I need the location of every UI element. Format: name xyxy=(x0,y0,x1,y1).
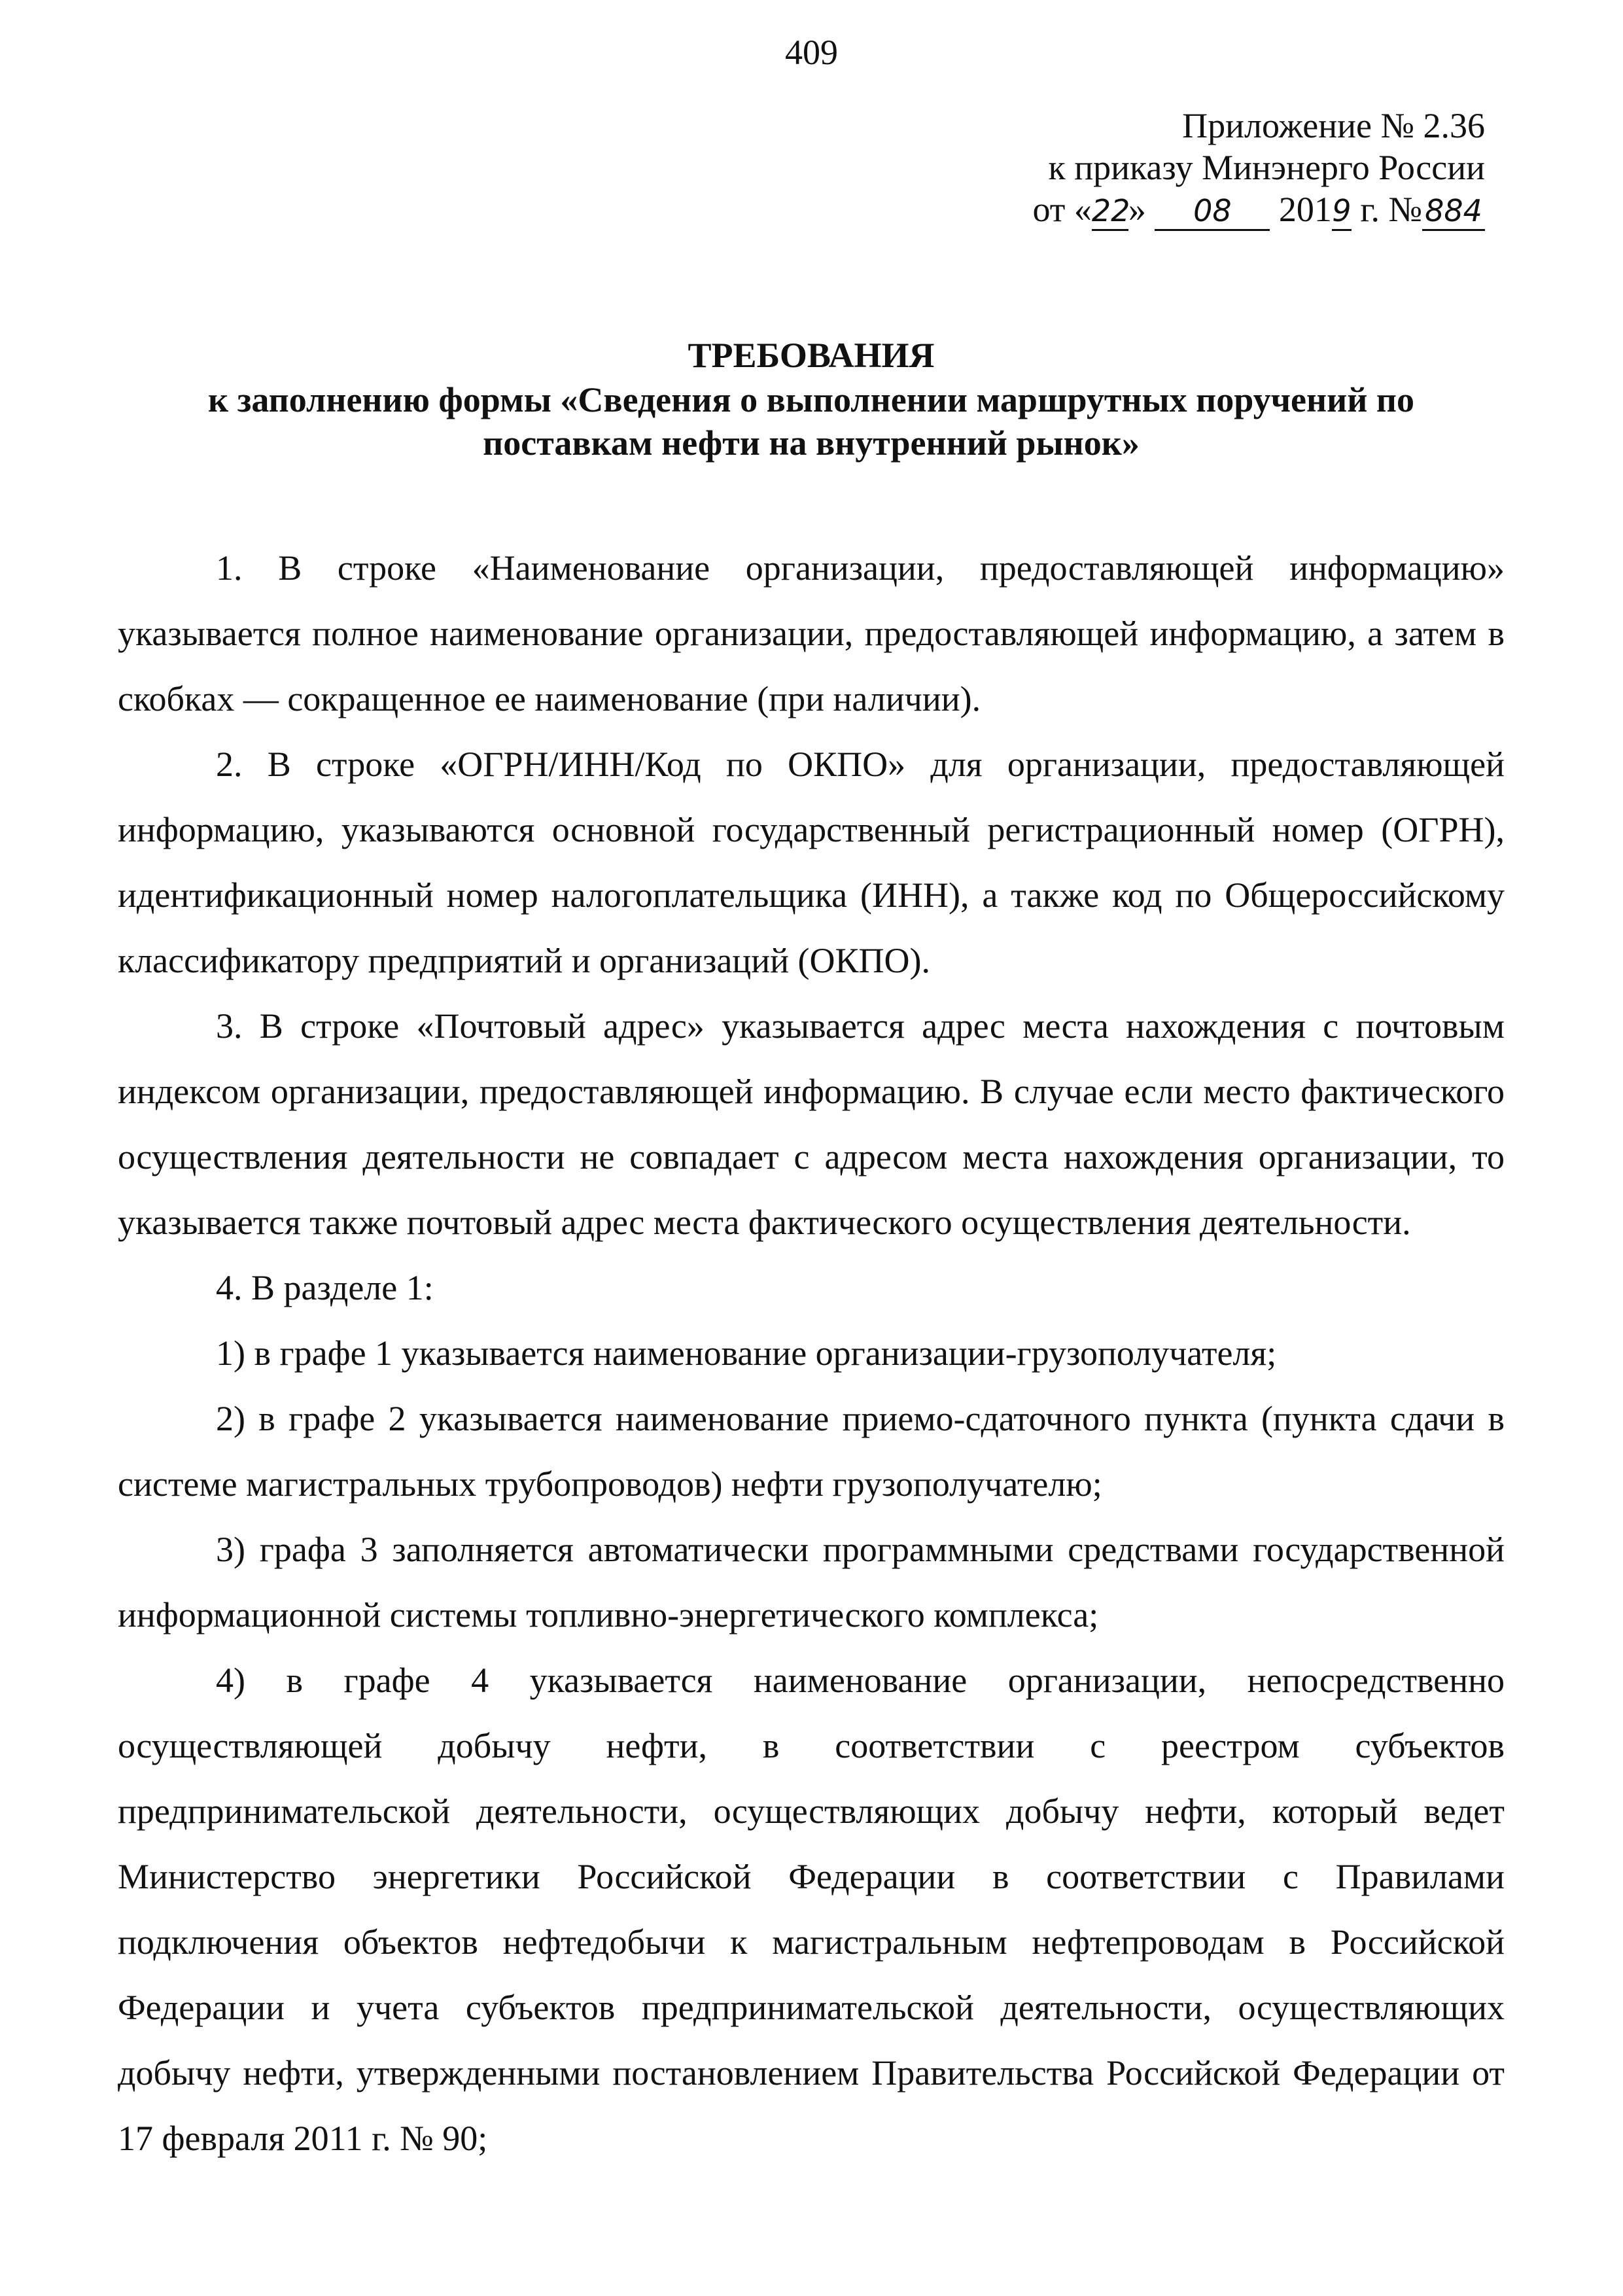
document-body xyxy=(118,535,1505,2171)
date-prefix: от « xyxy=(1032,190,1092,229)
subtitle-line-1: к заполнению формы «Сведения о выполнении маршрутных поручений по xyxy=(208,380,1414,419)
page-number: 409 xyxy=(785,33,838,72)
list-item-2: 2) в графе 2 указывается наименование приемо-сдаточного пункта (пункта сдачи в системе магистральных трубопроводов) нефти грузополучателю; xyxy=(118,1399,1505,1504)
date-year-digit-handwritten: 9 xyxy=(1332,192,1352,231)
date-year-prefix: 201 xyxy=(1278,190,1332,229)
appendix-header xyxy=(968,105,1485,231)
date-month-handwritten: 08 xyxy=(1155,192,1270,231)
paragraph-2: 2. В строке «ОГРН/ИНН/Код по ОКПО» для организации, предоставляющей информацию, указываются основной государственный регистрационный номер (ОГРН), идентификационный номер налогоплательщика (ИНН), а также код по Общероссийскому классификатору предприятий и организаций (ОКПО). xyxy=(118,745,1505,980)
list-item-3: 3) графа 3 заполняется автоматически программными средствами государственной информационной системы топливно-энергетического комплекса; xyxy=(118,1530,1505,1634)
appendix-date-line xyxy=(968,188,1485,231)
subtitle-line-2: поставкам нефти на внутренний рынок» xyxy=(483,423,1140,463)
appendix-title: Приложение № 2.36 xyxy=(1182,106,1485,145)
list-item-4: 4) в графе 4 указывается наименование организации, непосредственно осуществляющей добычу нефти, в соответствии с реестром субъектов предпринимательской деятельности, осуществляющих добычу нефти, который ведет Министерство энергетики Российской Федерации в соответствии с Правилами подключения объектов нефтедобычи к магистральным нефтепроводам в Российской Федерации и учета субъектов предпринимательской деятельности, осуществляющих добычу нефти, утвержденными постановлением Правительства Российской Федерации от 17 февраля 2011 г. № 90; xyxy=(118,1661,1505,2158)
date-mid: » xyxy=(1128,190,1146,229)
document-title: ТРЕБОВАНИЯ xyxy=(688,336,935,375)
list-item-1: 1) в графе 1 указывается наименование организации-грузополучателя; xyxy=(216,1333,1277,1373)
paragraph-4: 4. В разделе 1: xyxy=(216,1268,434,1307)
paragraph-3: 3. В строке «Почтовый адрес» указывается адрес места нахождения с почтовым индексом организации, предоставляющей информацию. В случае если место фактического осуществления деятельности не совпадает с адресом места нахождения организации, то указывается также почтовый адрес места фактического осуществления деятельности. xyxy=(118,1006,1505,1242)
date-day-handwritten: 22 xyxy=(1092,192,1128,231)
order-number-handwritten: 884 xyxy=(1422,192,1485,231)
date-year-suffix: г. № xyxy=(1351,190,1422,229)
appendix-order-ref: к приказу Минэнерго России xyxy=(1048,148,1485,187)
document-subtitle xyxy=(118,378,1505,465)
paragraph-1: 1. В строке «Наименование организации, предоставляющей информацию» указывается полное наименование организации, предоставляющей информацию, а затем в скобках — сокращенное ее наименование (при наличии). xyxy=(118,548,1505,718)
